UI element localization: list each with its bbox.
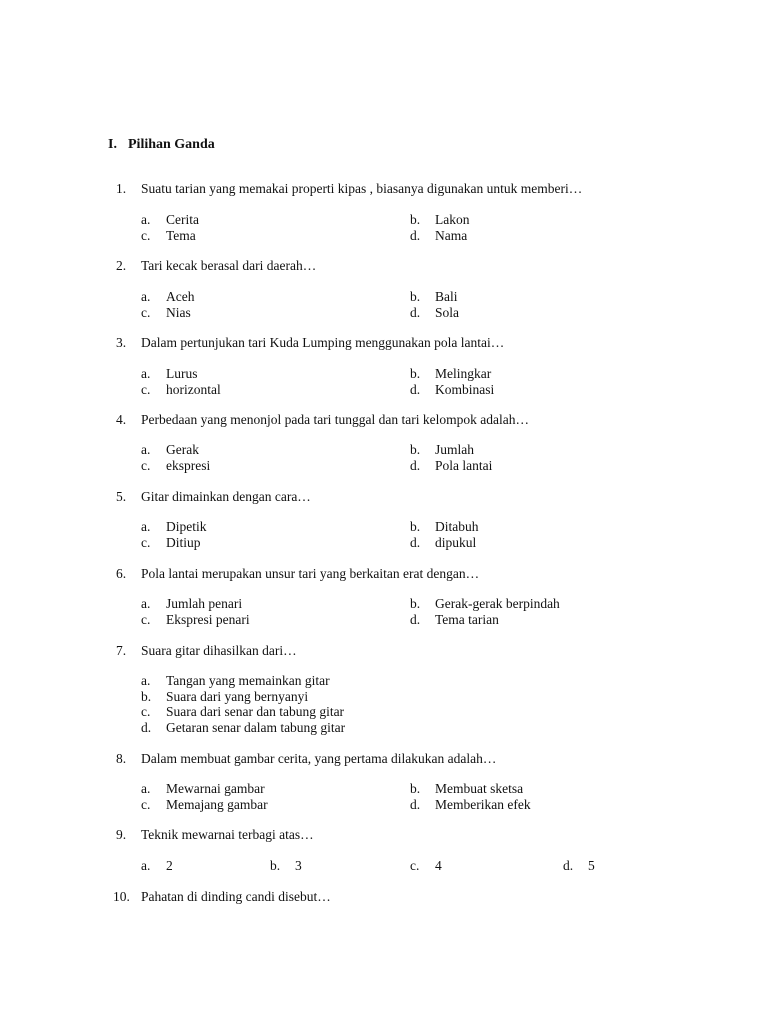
options-grid: a. Dipetik b. Ditabuh c. Ditiup d. dipukul [141,519,479,550]
question-6 [116,566,736,627]
question-7 [116,643,736,735]
question-number: 4. [116,412,127,427]
options-grid: a. Mewarnai gambar b. Membuat sketsa c. Memajang gambar d. Memberikan efek [141,781,531,812]
question-8 [116,751,736,812]
question-4 [116,412,736,473]
section-title: Pilihan Ganda [128,137,215,152]
question-1 [116,181,736,243]
options-list: a. Tangan yang memainkan gitar b. Suara dari yang bernyanyi c. Suara dari senar dan tabung gitar d. Getaran senar dalam tabung gitar [141,673,346,735]
options-grid: a. Aceh b. Bali c. Nias d. Sola [141,289,460,320]
options-grid: a. Gerak b. Jumlah c. ekspresi d. Pola lantai [141,442,493,473]
question-text: Suara gitar dihasilkan dari… [141,643,297,658]
question-2 [116,258,736,320]
question-number: 7. [116,643,127,658]
question-number: 3. [116,335,127,350]
question-number: 8. [116,751,127,766]
options-grid: a. Lurus b. Melingkar c. horizontal d. Kombinasi [141,366,495,397]
question-9 [116,827,736,874]
question-text: Dalam membuat gambar cerita, yang pertama dilakukan adalah… [141,751,497,766]
question-number: 5. [116,489,127,504]
question-3 [116,335,736,397]
section-number: I. [108,137,117,152]
question-5 [116,489,736,550]
question-text: Suatu tarian yang memakai properti kipas , biasanya digunakan untuk memberi… [141,181,583,196]
question-number: 2. [116,258,127,273]
question-number: 6. [116,566,127,581]
question-text: Pahatan di dinding candi disebut… [141,889,331,904]
options-grid: a. Cerita b. Lakon c. Tema d. Nama [141,212,470,243]
question-10 [113,889,736,905]
question-text: Gitar dimainkan dengan cara… [141,489,311,504]
question-number: 9. [116,827,127,842]
question-number: 1. [116,181,127,196]
question-text: Tari kecak berasal dari daerah… [141,258,317,273]
question-text: Perbedaan yang menonjol pada tari tunggal dan tari kelompok adalah… [141,412,529,427]
options-row: a. 2 b. 3 c. 4 d. 5 [141,858,595,873]
section-heading [108,137,215,153]
question-text: Dalam pertunjukan tari Kuda Lumping menggunakan pola lantai… [141,335,505,350]
options-grid: a. Jumlah penari b. Gerak-gerak berpindah c. Ekspresi penari d. Tema tarian [141,596,560,627]
question-text: Pola lantai merupakan unsur tari yang berkaitan erat dengan… [141,566,480,581]
question-number: 10. [113,889,130,904]
question-text: Teknik mewarnai terbagi atas… [141,827,314,842]
